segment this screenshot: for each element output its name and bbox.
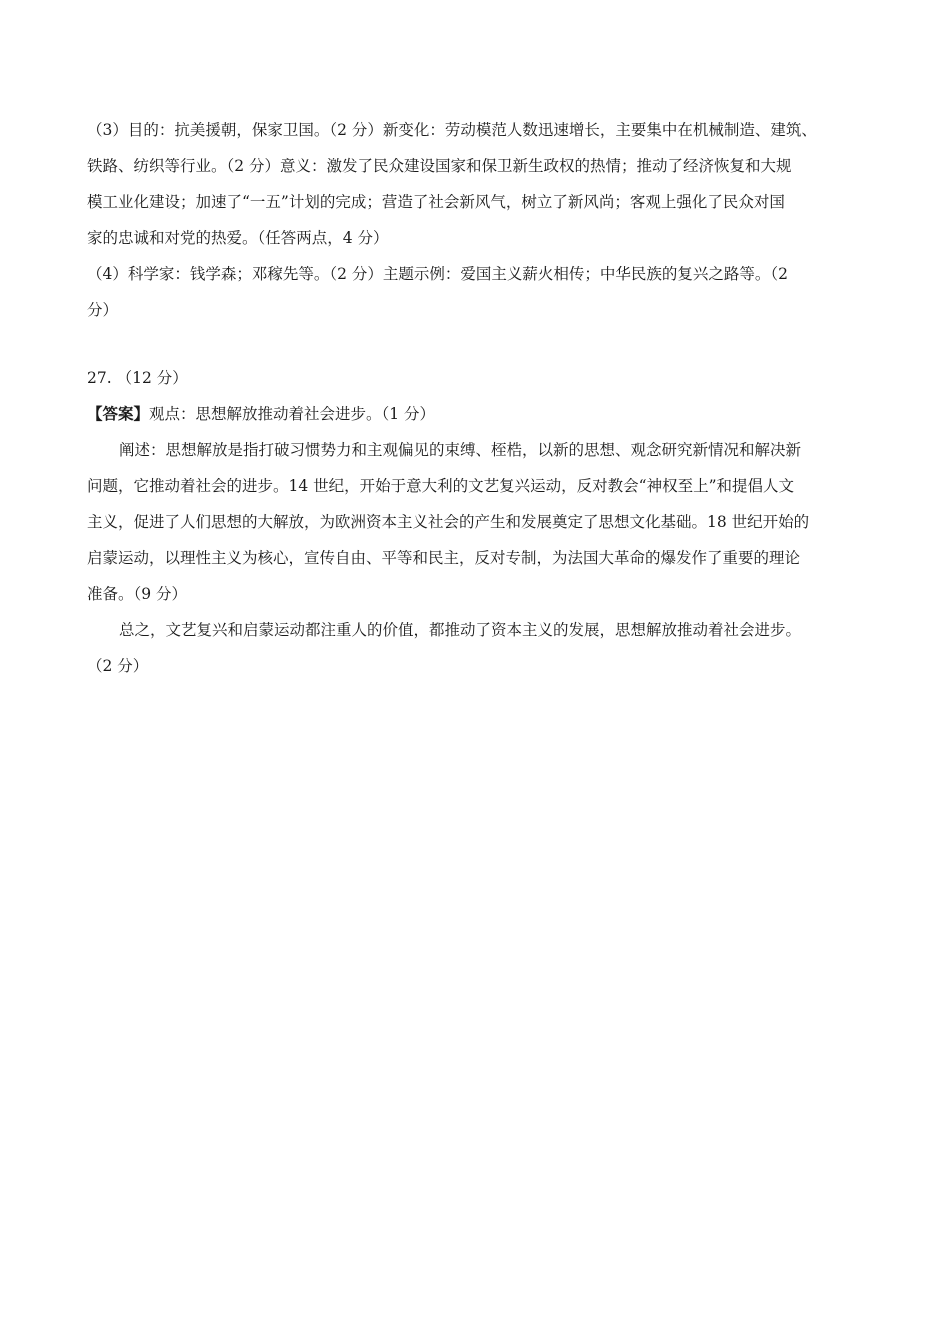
text-line: 家的忠诚和对党的热爱。（任答两点，4 分） xyxy=(87,229,389,247)
text-line: 准备。（9 分） xyxy=(87,585,188,603)
text-line: 主义，促进了人们思想的大解放，为欧洲资本主义社会的产生和发展奠定了思想文化基础。18 世纪开始的 xyxy=(87,513,810,531)
text-line: （3）目的：抗美援朝，保家卫国。（2 分）新变化：劳动模范人数迅速增长，主要集中在机械制造、建筑、 xyxy=(87,121,817,139)
text-line: 总之，文艺复兴和启蒙运动都注重人的价值，都推动了资本主义的发展，思想解放推动着社会进步。 xyxy=(119,621,802,639)
text-line: 分） xyxy=(87,301,119,319)
answer-part-3 xyxy=(87,112,887,256)
text-line: （4）科学家：钱学森；邓稼先等。（2 分）主题示例：爱国主义薪火相传；中华民族的复兴之路等。（2 xyxy=(87,265,789,283)
answer-label: 【答案】 xyxy=(87,404,150,423)
spacer xyxy=(87,328,887,360)
answer-text: 观点：思想解放推动着社会进步。（1 分） xyxy=(149,405,436,423)
answer-part-4 xyxy=(87,256,887,328)
text-line: 模工业化建设；加速了“一五”计划的完成；营造了社会新风气，树立了新风尚；客观上强化了民众对国 xyxy=(87,193,785,211)
summary-paragraph xyxy=(87,612,887,684)
question-heading: 27. （12 分） xyxy=(87,369,188,387)
text-line: （2 分） xyxy=(87,657,149,675)
answer-line xyxy=(87,396,887,432)
document-page xyxy=(87,112,887,684)
question-27 xyxy=(87,360,887,684)
text-line: 问题，它推动着社会的进步。14 世纪，开始于意大利的文艺复兴运动，反对教会“神权至上”和提倡人文 xyxy=(87,477,795,495)
text-line: 铁路、纺织等行业。（2 分）意义：激发了民众建设国家和保卫新生政权的热情；推动了经济恢复和大规 xyxy=(87,157,792,175)
text-line: 阐述：思想解放是指打破习惯势力和主观偏见的束缚、桎梏，以新的思想、观念研究新情况和解决新 xyxy=(119,441,802,459)
elaboration-paragraph xyxy=(87,432,887,612)
text-line: 启蒙运动，以理性主义为核心，宣传自由、平等和民主，反对专制，为法国大革命的爆发作了重要的理论 xyxy=(87,549,801,567)
